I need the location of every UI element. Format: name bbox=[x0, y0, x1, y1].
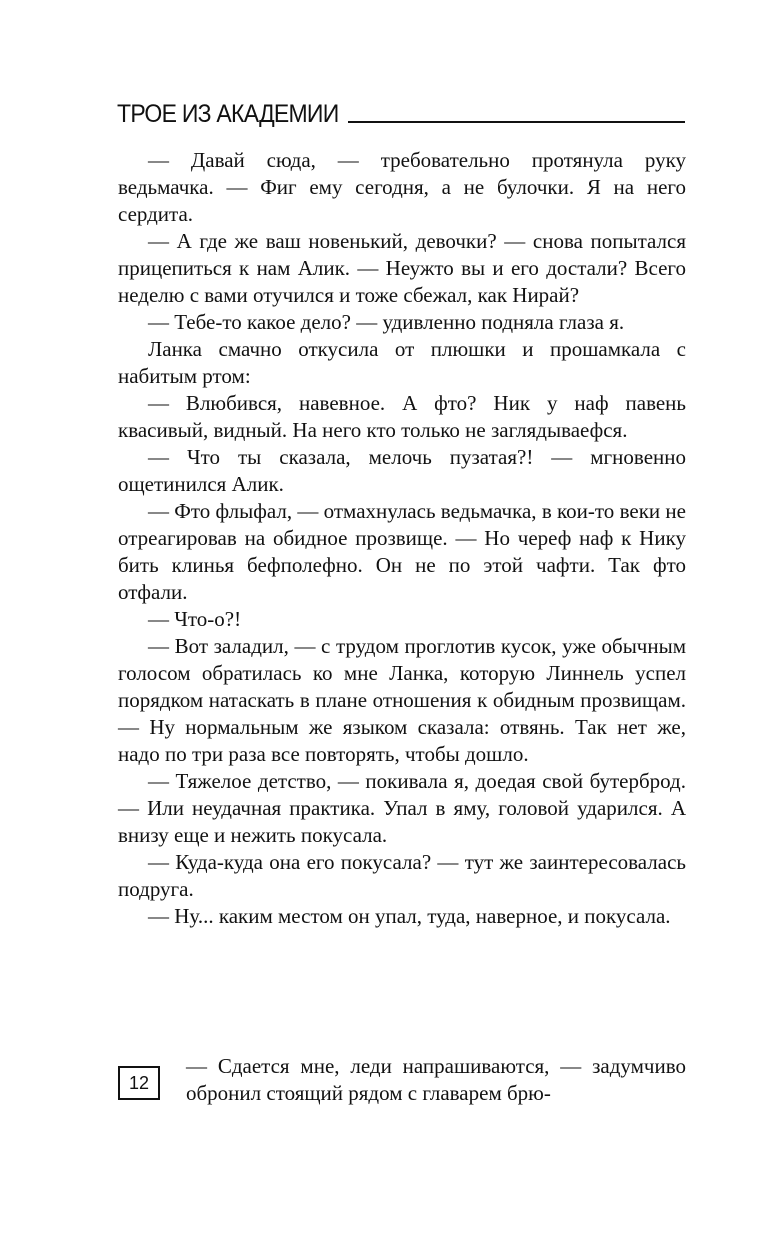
paragraph: — Куда-куда она его покусала? — тут же заинтересовалась подруга. bbox=[118, 850, 686, 901]
running-head-rule bbox=[348, 121, 685, 123]
body-text bbox=[118, 147, 686, 930]
last-paragraph-block bbox=[118, 1053, 686, 1107]
page-number: 12 bbox=[128, 1072, 150, 1093]
running-head bbox=[117, 93, 685, 129]
paragraph: — Давай сюда, — требовательно протянула руку ведьмачка. — Фиг ему сегодня, а не булочки. Я на него сердита. bbox=[118, 148, 686, 226]
paragraph: — Что-о?! bbox=[148, 607, 242, 631]
paragraph: — Вот заладил, — с трудом проглотив кусок, уже обычным голосом обратилась ко мне Ланка, которую Линнель успел порядком натаскать в плане отношения к обидным прозвищам. — Ну нормальным же языком сказала: отвянь. Так нет же, надо по три раза все повторять, чтобы дошло. bbox=[118, 634, 686, 766]
paragraph: — Что ты сказала, мелочь пузатая?! — мгновенно ощетинился Алик. bbox=[118, 445, 686, 496]
paragraph: — Влюбився, навевное. А фто? Ник у наф павень квасивый, видный. На него кто только не заглядываефся. bbox=[118, 391, 686, 442]
paragraph: Ланка смачно откусила от плюшки и прошамкала с набитым ртом: bbox=[118, 337, 686, 388]
paragraph: — Фто флыфал, — отмахнулась ведьмачка, в кои-то веки не отреагировав на обидное прозвище. — Но череф наф к Нику бить клинья бефполефно. Он не по этой чафти. Так фто отфали. bbox=[118, 499, 686, 604]
paragraph-last: — Сдается мне, леди напрашиваются, — задумчиво обронил стоящий рядом с главарем брю- bbox=[186, 1054, 686, 1105]
running-head-title: ТРОЕ ИЗ АКАДЕМИИ bbox=[117, 100, 339, 128]
paragraph: — А где же ваш новенький, девочки? — снова попытался прицепиться к нам Алик. — Неужто вы и его достали? Всего неделю с вами отучился и тоже сбежал, как Нирай? bbox=[118, 229, 686, 307]
paragraph: — Тебе-то какое дело? — удивленно подняла глаза я. bbox=[148, 310, 625, 334]
paragraph: — Тяжелое детство, — покивала я, доедая свой бутерброд. — Или неудачная практика. Упал в яму, головой ударился. А внизу еще и нежить покусала. bbox=[118, 769, 686, 847]
paragraph: — Ну... каким местом он упал, туда, наверное, и покусала. bbox=[148, 904, 671, 928]
